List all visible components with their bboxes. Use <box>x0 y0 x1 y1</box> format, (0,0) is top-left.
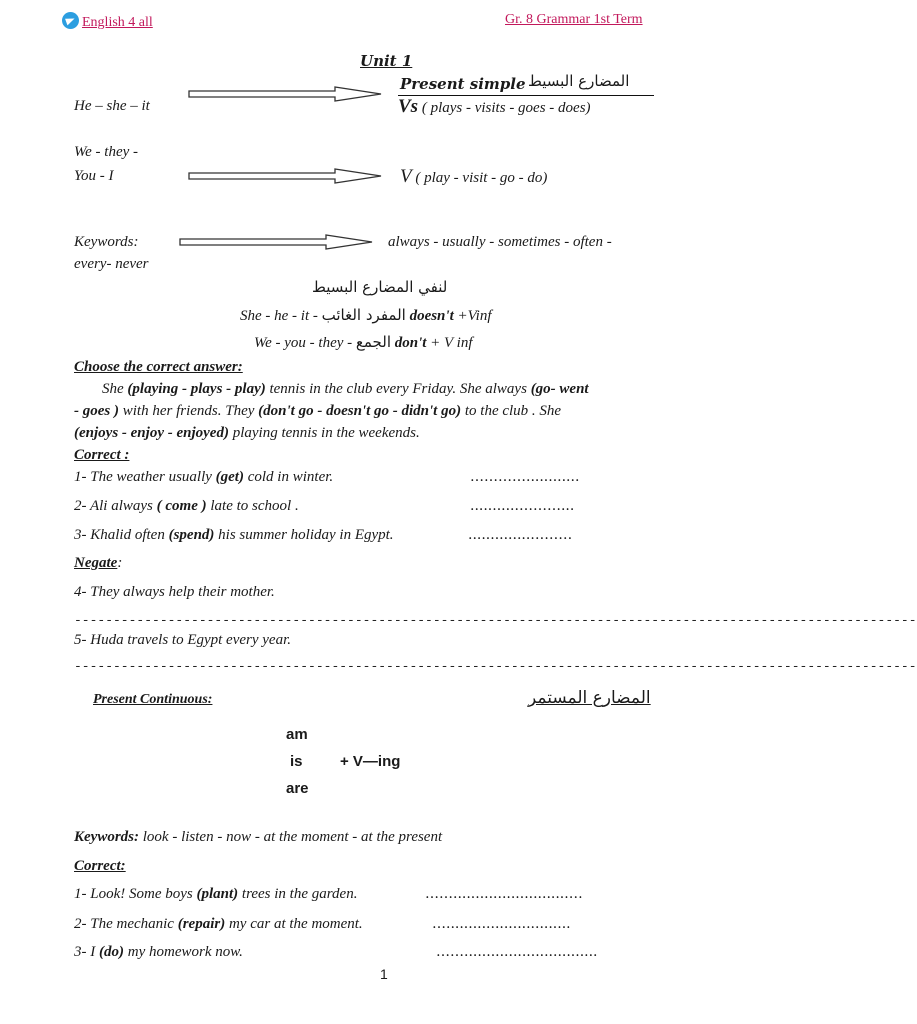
choose-line-2: - goes ) with her friends. They (don't go - doesn't go - didn't go) to the club . She <box>74 403 562 419</box>
pc-q3: 3- I (do) my homework now. <box>74 944 243 960</box>
answer-line-q5[interactable]: ------------------------------------------------------------------------------------------------------------ <box>74 659 917 674</box>
answer-blank-q2[interactable]: ...........………... <box>470 498 575 514</box>
subjects-we-they: We - they - <box>74 144 138 160</box>
answer-blank-q1[interactable]: …………............ <box>470 469 580 485</box>
pc-q1: 1- Look! Some boys (plant) trees in the garden. <box>74 886 358 902</box>
pc-answer-blank-q3[interactable]: …….............................. <box>436 944 598 960</box>
header-link-grade-title[interactable]: Gr. 8 Grammar 1st Term <box>505 12 643 27</box>
vs-examples: ( plays - visits - goes - does) <box>421 100 591 116</box>
correct-q2: 2- Ali always ( come ) late to school . <box>74 498 299 514</box>
choose-line-3: (enjoys - enjoy - enjoyed) playing tennis in the weekends. <box>74 425 420 441</box>
present-simple-title: Present simple <box>400 75 526 93</box>
formula-ving: + V—ing <box>340 753 401 770</box>
page-number: 1 <box>380 966 388 982</box>
answer-line-q4[interactable]: ------------------------------------------------------------------------------------------------------------ <box>74 613 917 628</box>
aux-is: is <box>290 753 303 770</box>
keywords-list: always - usually - sometimes - often - <box>388 234 612 250</box>
unit-title: Unit 1 <box>360 52 413 70</box>
header-link-english4all[interactable]: English 4 all <box>62 12 153 31</box>
present-simple-title-ar: المضارع البسيط <box>528 72 630 90</box>
negation-rule-singular: She - he - it - المفرد الغائب doesn't +Vinf <box>240 306 492 324</box>
arrow-icon <box>185 84 385 104</box>
correct-heading: Correct : <box>74 447 130 463</box>
correct-q3: 3- Khalid often (spend) his summer holiday in Egypt. <box>74 527 394 543</box>
rule-v <box>400 166 547 188</box>
answer-blank-q3[interactable]: ..............……… <box>468 527 573 543</box>
pc-answer-blank-q1[interactable]: ……..........................… <box>425 886 583 902</box>
present-continuous-title: Present Continuous: <box>93 692 213 707</box>
negate-q4: 4- They always help their mother. <box>74 584 275 600</box>
negation-title-ar: لنفي المضارع البسيط <box>312 278 448 296</box>
choose-line-1: She (playing - plays - play) tennis in the club every Friday. She always (go- went <box>102 381 589 397</box>
pc-keywords: Keywords: look - listen - now - at the moment - at the present <box>74 829 443 845</box>
correct-q1: 1- The weather usually (get) cold in winter. <box>74 469 334 485</box>
subjects-you-i: You - I <box>74 168 114 184</box>
pc-answer-blank-q2[interactable]: …............................ <box>432 916 571 932</box>
keywords-list-cont: every- never <box>74 256 149 272</box>
arrow-icon <box>185 166 385 186</box>
subjects-he-she-it: He – she – it <box>74 98 150 114</box>
aux-are: are <box>286 780 309 797</box>
pc-correct-heading: Correct: <box>74 858 126 874</box>
choose-heading: Choose the correct answer: <box>74 359 243 375</box>
v-label: V <box>400 166 412 187</box>
negate-heading: Negate: <box>74 555 123 571</box>
pc-q2: 2- The mechanic (repair) my car at the moment. <box>74 916 363 932</box>
negate-q5: 5- Huda travels to Egypt every year. <box>74 632 292 648</box>
vs-label: Vs <box>398 96 419 117</box>
arrow-icon <box>176 232 376 252</box>
telegram-icon <box>62 12 79 29</box>
negation-rule-plural: We - you - they - الجمع don't + V inf <box>254 333 473 351</box>
rule-vs <box>398 96 591 118</box>
aux-am: am <box>286 726 308 743</box>
keywords-label: Keywords: <box>74 234 139 250</box>
present-continuous-title-ar: المضارع المستمر <box>528 688 651 708</box>
v-examples: ( play - visit - go - do) <box>415 170 548 186</box>
